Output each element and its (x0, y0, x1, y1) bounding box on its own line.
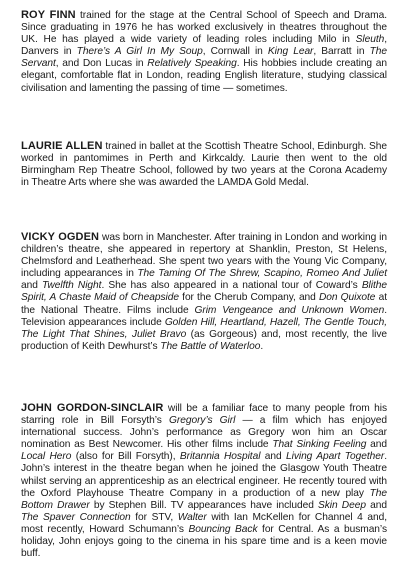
text-run: . She has also appeared in a national tour of Coward’s (101, 280, 362, 292)
text-run: — a film which has enjoyed international success. John’s performance as Gregory won him an Oscar nomination as Best Newcomer. His other films include (21, 415, 387, 451)
italic-title: Blithe Spirit, A Chaste Maid of Cheapside (21, 280, 387, 304)
bio-john-gordon-sinclair (21, 402, 387, 560)
bio-text (21, 232, 387, 352)
bio-laurie-allen (21, 140, 387, 189)
italic-title: Don Quixote (318, 292, 376, 304)
text-run: , and Don Lucas in (55, 58, 148, 70)
text-run: (also for Bill Forsyth), (71, 451, 180, 463)
text-run: and (366, 439, 387, 451)
italic-title: Gregory’s Girl (169, 415, 236, 427)
italic-title: The Taming Of The Shrew, Scapino, Romeo And Juliet (137, 268, 388, 280)
italic-title: Golden Hill, Heartland, Hazell, The Gentle Touch, The Light That Shines, Juliet Bravo (21, 316, 387, 340)
text-run: was born in Manchester. After training in London and working in children’s theatre, she appeared in repertory at Shanklin, Preston, St Helens, Chelmsford and Leatherhead. She spent two years with the Young Vic Company, including appearances in (21, 232, 387, 280)
italic-title: There’s A Girl In My Soup (76, 46, 203, 58)
actor-name: LAURIE ALLEN (21, 140, 103, 152)
text-run: (as Gorgeous) and, most recently, the live production of Keith Dewhurst’s (21, 328, 387, 352)
italic-title: The Bottom Drawer (21, 487, 387, 511)
text-run: . His hobbies include creating an elegant, comfortable flat in London, reading English literature, studying classical civilisation and lamenting the passing of time — sometimes. (21, 58, 387, 94)
text-run: , Barratt in (313, 46, 370, 58)
text-run: , Cornwall in (202, 46, 268, 58)
text-run: will be a familiar face to many people from his starring role in Bill Forsyth’s (21, 403, 387, 427)
italic-title: Bouncing Back (188, 523, 258, 535)
italic-title: Walter (177, 511, 207, 523)
actor-name: JOHN GORDON-SINCLAIR (21, 402, 164, 414)
bio-text (21, 403, 387, 559)
text-run: trained in ballet at the Scottish Theatre School, Edinburgh. She worked in pantomimes in Perth and Kirkcaldy. Laurie then went to the old Birmingham Rep Theatre School, followed by two years at the Corona Academy in Theatre Arts where she was awarded the LAMDA Gold Medal. (21, 141, 387, 189)
text-run: and (260, 451, 286, 463)
text-run: for STV, (130, 511, 178, 523)
text-run: at the National Theatre. Films include (21, 292, 387, 316)
actor-name: ROY FINN (21, 9, 76, 21)
actor-name: VICKY OGDEN (21, 231, 100, 243)
text-run: for the Cherub Company, and (179, 292, 319, 304)
bio-text (21, 10, 387, 94)
italic-title: Relatively Speaking (147, 58, 237, 70)
bio-roy-finn (21, 9, 387, 95)
text-run: with Ian McKellen for Channel 4 and, most recently, Howard Schumann’s (21, 511, 388, 535)
italic-title: Sleuth (355, 34, 385, 46)
italic-title: Living Apart Together (285, 451, 385, 463)
italic-title: Twelfth Night (42, 280, 102, 292)
text-run: by Stephen Bill. TV appearances have included (89, 499, 319, 511)
italic-title: The Servant (21, 46, 387, 70)
text-run: for Central. As a busman’s holiday, John enjoys going to the cinema in his spare time and is a keen movie buff. (21, 523, 387, 560)
text-run: and (21, 280, 43, 292)
italic-title: Grim Vengeance and Unknown Women (194, 304, 385, 316)
text-run: . John’s interest in the theatre began when he joined the Glasgow Youth Theatre whilst serving an apprenticeship as an electrical engineer. He recently toured with the Oxford Playhouse Theatre Company in a production of a new play (21, 451, 387, 499)
italic-title: Skin Deep (318, 499, 366, 511)
italic-title: The Battle of Waterloo (160, 340, 261, 352)
italic-title: The Spaver Connection (21, 511, 131, 523)
italic-title: King Lear (267, 46, 314, 58)
text-run: , Danvers in (21, 34, 387, 58)
text-run: . Television appearances include (21, 304, 387, 328)
text-run: and (365, 499, 387, 511)
italic-title: That Sinking Feeling (272, 439, 367, 451)
text-run: trained for the stage at the Central School of Speech and Drama. Since graduating in 1976 he has worked exclusively in theatres throughout the UK. He has played a wide variety of leading roles including Milo in (21, 10, 387, 46)
text-run: . (260, 340, 264, 352)
italic-title: Britannia Hospital (179, 451, 261, 463)
italic-title: Local Hero (21, 451, 72, 463)
bio-vicky-ogden (21, 231, 387, 353)
